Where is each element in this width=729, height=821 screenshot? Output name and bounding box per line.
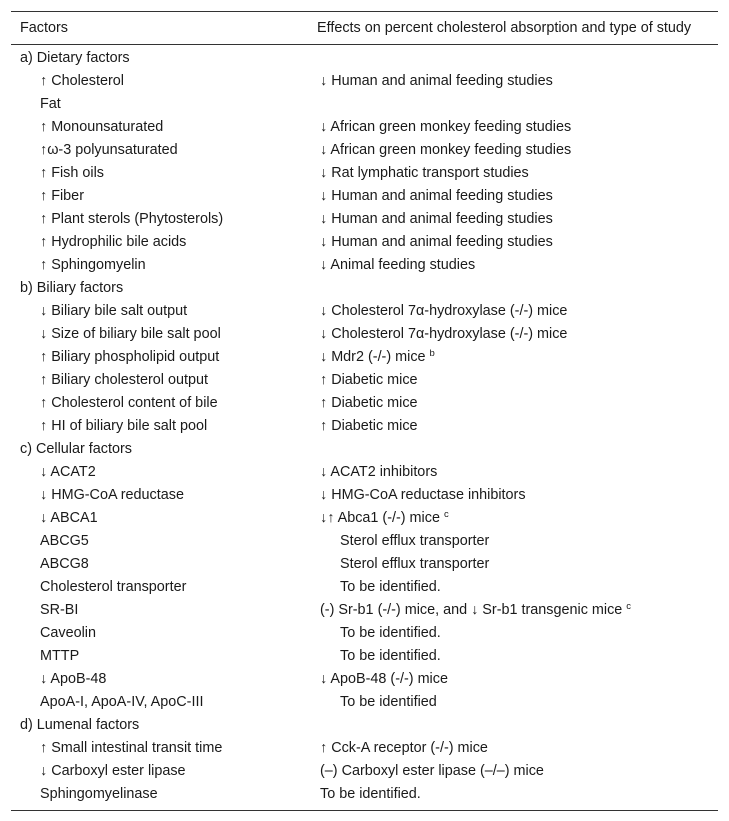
- effect-cell: ↓ Human and animal feeding studies: [320, 234, 553, 250]
- effect-cell: [308, 277, 718, 300]
- effect-cell: Sterol efflux transporter: [340, 533, 490, 549]
- factor-cell: ↑ Fiber: [40, 188, 84, 204]
- table-row: [11, 507, 718, 530]
- factor-cell: ↓ Biliary bile salt output: [40, 303, 188, 319]
- factor-cell: ↑ω-3 polyunsaturated: [40, 142, 178, 158]
- factor-cell: Sphingomyelinase: [40, 786, 158, 802]
- effect-text: (-) Sr-b1 (-/-) mice, and ↓ Sr-b1 transgenic mice: [320, 602, 623, 618]
- effect-cell: ↓ African green monkey feeding studies: [320, 119, 572, 135]
- effect-cell: [308, 93, 718, 116]
- data-table-container: [11, 11, 718, 811]
- effect-text: ↓ Mdr2 (-/-) mice: [320, 349, 426, 365]
- table-row: [11, 645, 718, 668]
- table-header: [11, 12, 718, 45]
- factor-cell: ↑ Biliary phospholipid output: [40, 349, 220, 365]
- table-row: [11, 530, 718, 553]
- effect-cell: To be identified.: [340, 579, 441, 595]
- header-effects: Effects on percent cholesterol absorption and type of study: [317, 20, 692, 36]
- factor-cell: ↑ Cholesterol content of bile: [40, 395, 218, 411]
- section-label: a) Dietary factors: [20, 50, 130, 66]
- header-row: [11, 12, 718, 45]
- effect-cell: ↑ Diabetic mice: [320, 372, 418, 388]
- footnote-marker: c: [443, 509, 449, 520]
- factor-cell: ↑ Plant sterols (Phytosterols): [40, 211, 224, 227]
- factor-cell: ↓ ApoB-48: [40, 671, 107, 687]
- effect-cell: ↑ Diabetic mice: [320, 418, 418, 434]
- table-row: [11, 576, 718, 599]
- effect-cell: [308, 599, 718, 622]
- effect-cell: ↑ Cck-A receptor (-/-) mice: [320, 740, 488, 756]
- footnote-marker: b: [429, 348, 435, 359]
- effect-cell: ↓ Rat lymphatic transport studies: [320, 165, 529, 181]
- factor-cell: Caveolin: [40, 625, 96, 641]
- effect-cell: [308, 346, 718, 369]
- effect-cell: To be identified.: [340, 625, 441, 641]
- table-row: [11, 323, 718, 346]
- effect-cell: [308, 714, 718, 737]
- effect-cell: ↓ Human and animal feeding studies: [320, 211, 553, 227]
- table-row: [11, 484, 718, 507]
- section-row: [11, 438, 718, 461]
- table-row: [11, 783, 718, 811]
- effect-cell: To be identified.: [320, 786, 421, 802]
- table-row: [11, 93, 718, 116]
- table-row: [11, 461, 718, 484]
- table-body: [11, 45, 718, 811]
- effect-cell: [308, 45, 718, 71]
- table-row: [11, 254, 718, 277]
- effect-cell: To be identified: [340, 694, 437, 710]
- effect-cell: ↓ African green monkey feeding studies: [320, 142, 572, 158]
- factor-cell: SR-BI: [40, 602, 79, 618]
- factor-cell: ↓ Size of biliary bile salt pool: [40, 326, 221, 342]
- table-row: [11, 691, 718, 714]
- factors-table: [11, 11, 718, 811]
- factor-cell: MTTP: [40, 648, 80, 664]
- effect-cell: ↓ Human and animal feeding studies: [320, 188, 553, 204]
- factor-cell: ABCG5: [40, 533, 89, 549]
- factor-cell: ↑ HI of biliary bile salt pool: [40, 418, 208, 434]
- table-row: [11, 346, 718, 369]
- table-row: [11, 760, 718, 783]
- effect-cell: ↓ Cholesterol 7α-hydroxylase (-/-) mice: [320, 326, 568, 342]
- table-row: [11, 553, 718, 576]
- section-row: [11, 714, 718, 737]
- section-label: d) Lumenal factors: [20, 717, 140, 733]
- factor-cell: ↑ Hydrophilic bile acids: [40, 234, 187, 250]
- table-row: [11, 300, 718, 323]
- factor-cell: Cholesterol transporter: [40, 579, 187, 595]
- table-row: [11, 208, 718, 231]
- effect-cell: ↓ Cholesterol 7α-hydroxylase (-/-) mice: [320, 303, 568, 319]
- table-row: [11, 369, 718, 392]
- effect-cell: ↓ Animal feeding studies: [320, 257, 476, 273]
- table-row: [11, 185, 718, 208]
- table-row: [11, 116, 718, 139]
- section-label: c) Cellular factors: [20, 441, 132, 457]
- effect-cell: To be identified.: [340, 648, 441, 664]
- table-row: [11, 599, 718, 622]
- effect-cell: ↑ Diabetic mice: [320, 395, 418, 411]
- factor-cell: ↑ Sphingomyelin: [40, 257, 146, 273]
- effect-cell: [308, 507, 718, 530]
- effect-cell: [308, 438, 718, 461]
- footnote-marker: c: [626, 601, 632, 612]
- factor-cell: ABCG8: [40, 556, 89, 572]
- table-row: [11, 737, 718, 760]
- factor-cell: ↑ Cholesterol: [40, 73, 124, 89]
- factor-cell: ↑ Small intestinal transit time: [40, 740, 223, 756]
- table-row: [11, 392, 718, 415]
- table-row: [11, 162, 718, 185]
- effect-cell: ↓ ACAT2 inhibitors: [320, 464, 438, 480]
- section-label: b) Biliary factors: [20, 280, 124, 296]
- table-row: [11, 70, 718, 93]
- table-row: [11, 622, 718, 645]
- table-row: [11, 668, 718, 691]
- effect-cell: ↓ Human and animal feeding studies: [320, 73, 553, 89]
- section-row: [11, 45, 718, 71]
- effect-cell: ↓ HMG-CoA reductase inhibitors: [320, 487, 526, 503]
- factor-cell: ↓ Carboxyl ester lipase: [40, 763, 186, 779]
- effect-cell: (–) Carboxyl ester lipase (–/–) mice: [320, 763, 544, 779]
- factor-cell: ↑ Monounsaturated: [40, 119, 164, 135]
- effect-cell: Sterol efflux transporter: [340, 556, 490, 572]
- header-factors: Factors: [20, 20, 68, 36]
- factor-cell: ↑ Fish oils: [40, 165, 104, 181]
- effect-text: ↓↑ Abca1 (-/-) mice: [320, 510, 440, 526]
- section-row: [11, 277, 718, 300]
- factor-cell: ↓ HMG-CoA reductase: [40, 487, 184, 503]
- factor-cell: ↓ ABCA1: [40, 510, 98, 526]
- factor-cell: ApoA-I, ApoA-IV, ApoC-III: [40, 694, 204, 710]
- effect-cell: ↓ ApoB-48 (-/-) mice: [320, 671, 448, 687]
- table-row: [11, 415, 718, 438]
- factor-cell: ↓ ACAT2: [40, 464, 96, 480]
- table-row: [11, 231, 718, 254]
- factor-cell: Fat: [40, 96, 61, 112]
- table-row: [11, 139, 718, 162]
- factor-cell: ↑ Biliary cholesterol output: [40, 372, 208, 388]
